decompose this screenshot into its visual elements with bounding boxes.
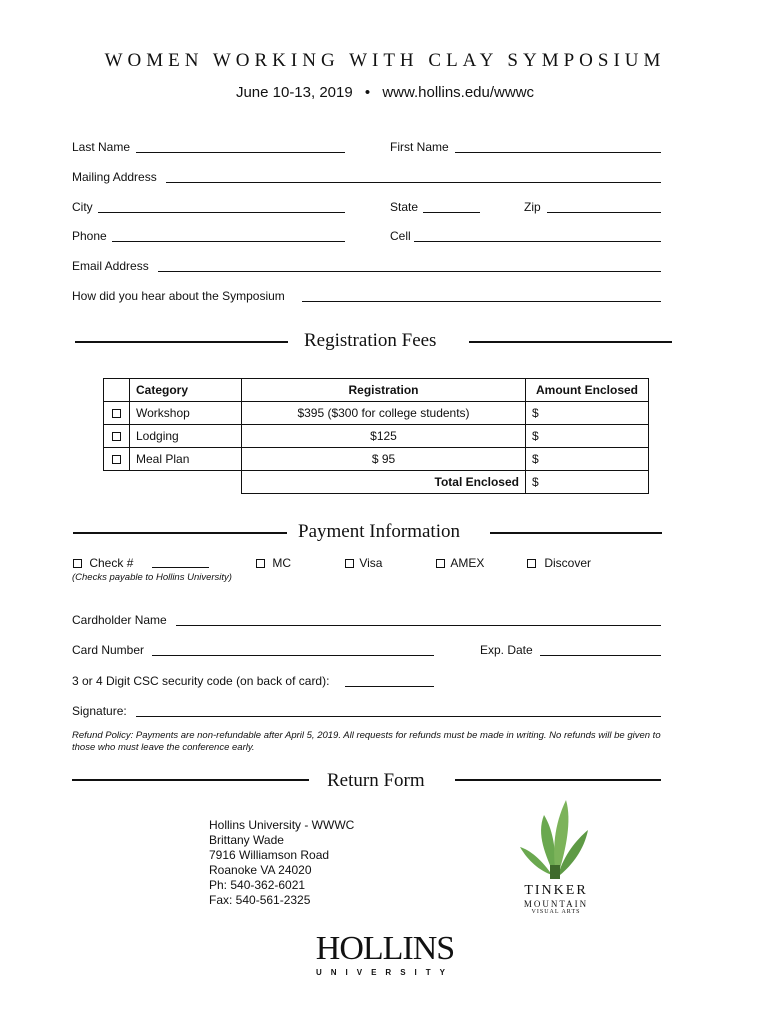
registration-cell: $395 ($300 for college students)	[242, 402, 526, 425]
address-line: 7916 Williamson Road	[209, 848, 330, 862]
mc-label: MC	[272, 556, 292, 570]
discover-option[interactable]	[527, 556, 591, 570]
first-name-field[interactable]	[455, 152, 661, 153]
cell-label: Cell	[390, 229, 411, 243]
check-label: Check #	[89, 556, 134, 570]
divider	[75, 341, 288, 343]
payment-information-heading: Payment Information	[298, 521, 460, 542]
exp-date-field[interactable]	[540, 655, 661, 656]
exp-date-label: Exp. Date	[480, 643, 533, 657]
cell-field[interactable]	[414, 241, 661, 242]
header-category: Category	[130, 379, 242, 402]
table-row	[104, 402, 649, 425]
total-label: Total Enclosed	[242, 471, 526, 494]
state-field[interactable]	[423, 212, 480, 213]
amex-option[interactable]	[436, 556, 484, 570]
return-form-heading: Return Form	[327, 770, 425, 791]
check-number-field[interactable]	[152, 567, 209, 568]
card-number-label: Card Number	[72, 643, 145, 657]
phone-field[interactable]	[112, 241, 345, 242]
address-line: Roanoke VA 24020	[209, 863, 312, 877]
discover-checkbox[interactable]	[527, 559, 536, 568]
table-row	[104, 425, 649, 448]
tinker-text: TINKER	[524, 883, 588, 898]
address-line: Hollins University - WWWC	[209, 818, 355, 832]
signature-label: Signature:	[72, 704, 127, 718]
last-name-field[interactable]	[136, 152, 345, 153]
first-name-label: First Name	[390, 140, 449, 154]
zip-label: Zip	[524, 200, 541, 214]
amount-cell[interactable]: $	[526, 402, 649, 425]
mailing-address-field[interactable]	[166, 182, 661, 183]
amex-checkbox[interactable]	[436, 559, 445, 568]
card-number-field[interactable]	[152, 655, 434, 656]
meal-plan-checkbox[interactable]	[112, 455, 121, 464]
visual-arts-text: VISUAL ARTS	[531, 909, 581, 915]
address-line: Ph: 540-362-6021	[209, 878, 306, 892]
cardholder-field[interactable]	[176, 625, 661, 626]
lodging-checkbox[interactable]	[112, 432, 121, 441]
refund-policy-line-1: Refund Policy: Payments are non-refundable after April 5, 2019. All requests for refunds must be made in writing. No refunds will be given to	[72, 730, 661, 741]
divider	[72, 779, 309, 781]
amount-cell[interactable]: $	[526, 425, 649, 448]
tinker-mountain-logo	[506, 795, 606, 925]
amount-cell[interactable]: $	[526, 448, 649, 471]
cardholder-label: Cardholder Name	[72, 613, 167, 627]
heard-label: How did you hear about the Symposium	[72, 289, 285, 303]
header-registration: Registration	[242, 379, 526, 402]
category-cell: Meal Plan	[130, 448, 242, 471]
refund-policy-line-2: those who must leave the conference early.	[72, 742, 255, 753]
city-field[interactable]	[98, 212, 345, 213]
check-checkbox[interactable]	[73, 559, 82, 568]
email-field[interactable]	[158, 271, 661, 272]
signature-field[interactable]	[136, 716, 661, 717]
email-label: Email Address	[72, 259, 149, 273]
category-cell: Workshop	[130, 402, 242, 425]
workshop-checkbox[interactable]	[112, 409, 121, 418]
csc-field[interactable]	[345, 686, 434, 687]
divider	[73, 532, 287, 534]
visa-label: Visa	[359, 556, 383, 570]
fees-table	[103, 378, 649, 494]
bullet: •	[364, 84, 371, 101]
check-note: (Checks payable to Hollins University)	[72, 572, 232, 583]
discover-label: Discover	[544, 556, 592, 570]
table-header-row	[104, 379, 649, 402]
registration-cell: $ 95	[242, 448, 526, 471]
divider	[469, 341, 672, 343]
leaf-icon	[506, 795, 606, 880]
event-date: June 10-13, 2019	[235, 84, 353, 101]
divider	[455, 779, 661, 781]
heard-field[interactable]	[302, 301, 661, 302]
last-name-label: Last Name	[72, 140, 131, 154]
mc-checkbox[interactable]	[256, 559, 265, 568]
zip-field[interactable]	[547, 212, 661, 213]
address-line: Fax: 540-561-2325	[209, 893, 311, 907]
registration-cell: $125	[242, 425, 526, 448]
mountain-text: MOUNTAIN	[523, 899, 589, 909]
address-line: Brittany Wade	[209, 833, 284, 847]
category-cell: Lodging	[130, 425, 242, 448]
visa-checkbox[interactable]	[345, 559, 354, 568]
csc-label: 3 or 4 Digit CSC security code (on back of card):	[72, 674, 330, 688]
total-row	[104, 471, 649, 494]
return-address	[209, 818, 354, 908]
form-title: WOMEN WORKING WITH CLAY SYMPOSIUM	[104, 50, 666, 71]
hollins-logo	[300, 932, 470, 977]
visa-option[interactable]	[345, 556, 382, 570]
university-wordmark: UNIVERSITY	[315, 968, 454, 977]
city-label: City	[72, 200, 93, 214]
mailing-address-label: Mailing Address	[72, 170, 157, 184]
state-label: State	[390, 200, 419, 214]
divider	[490, 532, 662, 534]
amex-label: AMEX	[450, 556, 485, 570]
event-subtitle	[0, 84, 770, 101]
check-option[interactable]	[73, 556, 133, 570]
mc-option[interactable]	[256, 556, 291, 570]
header-amount: Amount Enclosed	[526, 379, 649, 402]
total-amount[interactable]: $	[526, 471, 649, 494]
event-url[interactable]: www.hollins.edu/wwwc	[382, 84, 535, 101]
registration-fees-heading: Registration Fees	[304, 330, 437, 351]
phone-label: Phone	[72, 229, 107, 243]
table-row	[104, 448, 649, 471]
hollins-wordmark: HOLLINS	[315, 930, 455, 967]
